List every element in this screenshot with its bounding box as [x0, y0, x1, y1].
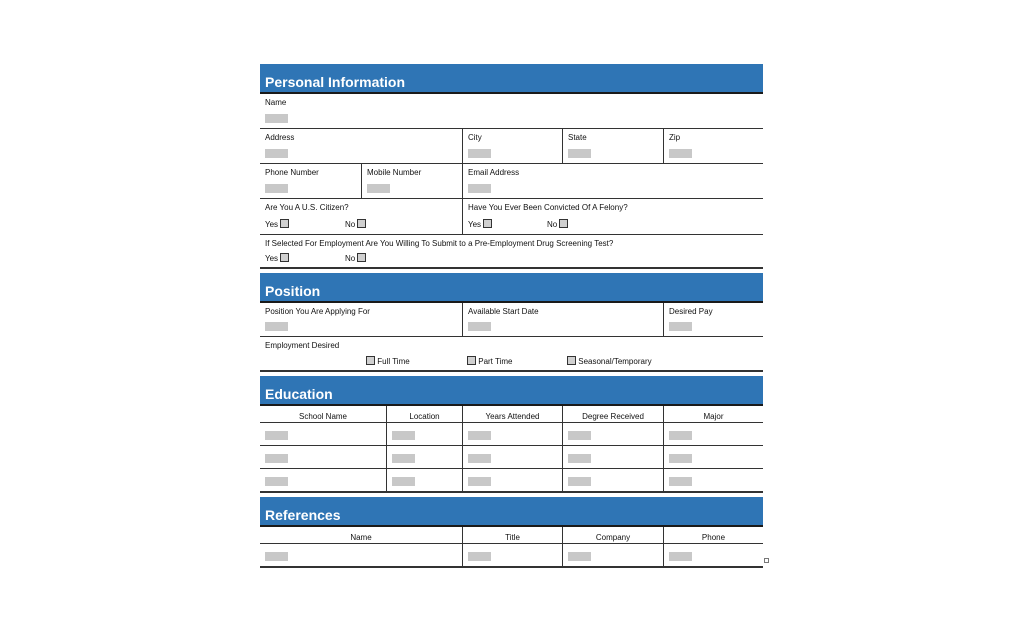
seasonal-checkbox[interactable] [567, 356, 576, 365]
degree-input[interactable] [568, 454, 591, 463]
zip-input[interactable] [669, 149, 692, 158]
part-time-checkbox[interactable] [467, 356, 476, 365]
position-row [260, 303, 763, 337]
seasonal-option[interactable] [567, 356, 652, 366]
mobile-input[interactable] [367, 184, 390, 193]
citizen-yes-label: Yes [265, 220, 279, 229]
degree-input[interactable] [568, 477, 591, 486]
citizen-yes-option[interactable] [265, 219, 289, 229]
citizen-no-option[interactable] [345, 219, 366, 229]
major-input[interactable] [669, 477, 692, 486]
start-date-cell [462, 303, 663, 336]
position-header: Position [260, 273, 763, 303]
phone-label: Phone Number [265, 168, 319, 177]
applying-label: Position You Are Applying For [265, 307, 370, 316]
references-col-name: Name [350, 533, 372, 542]
email-cell [462, 164, 763, 198]
school-input-cell [260, 469, 386, 491]
contact-row [260, 164, 763, 199]
employment-desired-cell [260, 337, 763, 370]
part-time-option[interactable] [467, 356, 512, 366]
drug-no-checkbox[interactable] [357, 253, 366, 262]
references-col-phone: Phone [663, 527, 763, 543]
mobile-label: Mobile Number [367, 168, 422, 177]
state-cell [562, 129, 663, 163]
years-input-cell [462, 446, 562, 468]
major-input[interactable] [669, 454, 692, 463]
citizen-no-label: No [345, 220, 356, 229]
references-header: References [260, 497, 763, 527]
applying-cell [260, 303, 462, 336]
school-input-cell [260, 423, 386, 445]
full-time-label: Full Time [377, 357, 410, 366]
education-col-location: Location [386, 406, 462, 422]
table-row [260, 469, 763, 493]
start-date-input[interactable] [468, 322, 491, 331]
citizen-no-checkbox[interactable] [357, 219, 366, 228]
references-col-title: Title [462, 527, 562, 543]
citizen-felony-row [260, 199, 763, 235]
phone-input[interactable] [265, 184, 288, 193]
major-input[interactable] [669, 431, 692, 440]
references-col-company: Company [562, 527, 663, 543]
employment-desired-label: Employment Desired [265, 341, 340, 350]
degree-input-cell [562, 446, 663, 468]
start-date-label: Available Start Date [468, 307, 539, 316]
drug-test-label: If Selected For Employment Are You Willing To Submit to a Pre-Employment Drug Screening Test? [265, 239, 614, 248]
full-time-option[interactable] [366, 356, 410, 366]
state-input[interactable] [568, 149, 591, 158]
seasonal-label: Seasonal/Temporary [578, 357, 652, 366]
name-cell [260, 94, 763, 128]
years-input[interactable] [468, 454, 491, 463]
education-header-row [260, 406, 763, 423]
drug-yes-checkbox[interactable] [280, 253, 289, 262]
felony-cell [462, 199, 763, 234]
location-input[interactable] [392, 477, 415, 486]
drug-test-row [260, 235, 763, 269]
school-input[interactable] [265, 477, 288, 486]
table-row [260, 544, 763, 568]
ref-phone-input[interactable] [669, 552, 692, 561]
degree-input-cell [562, 423, 663, 445]
zip-label: Zip [669, 133, 681, 142]
drug-no-label: No [345, 254, 356, 263]
felony-yes-option[interactable] [468, 219, 492, 229]
personal-information-header: Personal Information [260, 64, 763, 94]
location-input[interactable] [392, 454, 415, 463]
education-col-years: Years Attended [462, 406, 562, 422]
address-label: Address [265, 133, 295, 142]
part-time-label: Part Time [478, 357, 513, 366]
city-input[interactable] [468, 149, 491, 158]
ref-company-input[interactable] [568, 552, 591, 561]
resize-handle[interactable] [764, 558, 769, 563]
school-input[interactable] [265, 431, 288, 440]
address-cell [260, 129, 462, 163]
ref-title-input[interactable] [468, 552, 491, 561]
ref-title-input-cell [462, 544, 562, 566]
years-input-cell [462, 469, 562, 491]
name-label: Name [265, 98, 287, 107]
citizen-label: Are You A U.S. Citizen? [265, 203, 349, 212]
email-label: Email Address [468, 168, 520, 177]
years-input[interactable] [468, 431, 491, 440]
ref-company-input-cell [562, 544, 663, 566]
education-col-degree: Degree Received [562, 406, 663, 422]
location-input-cell [386, 423, 462, 445]
city-label: City [468, 133, 482, 142]
drug-test-cell [260, 235, 763, 267]
citizen-cell [260, 199, 462, 234]
desired-pay-cell [663, 303, 763, 336]
felony-label: Have You Ever Been Convicted Of A Felony? [468, 203, 628, 212]
full-time-checkbox[interactable] [366, 356, 375, 365]
employment-desired-row [260, 337, 763, 372]
school-input[interactable] [265, 454, 288, 463]
education-header: Education [260, 376, 763, 406]
ref-phone-input-cell [663, 544, 763, 566]
felony-no-label: No [547, 220, 558, 229]
application-form [260, 64, 763, 568]
location-input-cell [386, 446, 462, 468]
email-input[interactable] [468, 184, 491, 193]
education-col-major: Major [663, 406, 763, 422]
felony-yes-checkbox[interactable] [483, 219, 492, 228]
felony-yes-label: Yes [468, 220, 482, 229]
location-input[interactable] [392, 431, 415, 440]
degree-input[interactable] [568, 431, 591, 440]
name-input[interactable] [265, 114, 288, 123]
degree-input-cell [562, 469, 663, 491]
table-row [260, 423, 763, 446]
major-input-cell [663, 446, 763, 468]
major-input-cell [663, 469, 763, 491]
zip-cell [663, 129, 763, 163]
desired-pay-label: Desired Pay [669, 307, 713, 316]
felony-no-checkbox[interactable] [559, 219, 568, 228]
mobile-cell [361, 164, 462, 198]
desired-pay-input[interactable] [669, 322, 692, 331]
drug-no-option[interactable] [345, 253, 366, 263]
address-input[interactable] [265, 149, 288, 158]
location-input-cell [386, 469, 462, 491]
city-cell [462, 129, 562, 163]
phone-cell [260, 164, 361, 198]
years-input-cell [462, 423, 562, 445]
major-input-cell [663, 423, 763, 445]
drug-yes-option[interactable] [265, 253, 289, 263]
address-row [260, 129, 763, 164]
state-label: State [568, 133, 587, 142]
years-input[interactable] [468, 477, 491, 486]
felony-no-option[interactable] [547, 219, 568, 229]
drug-yes-label: Yes [265, 254, 279, 263]
references-header-row [260, 527, 763, 544]
table-row [260, 446, 763, 469]
ref-name-input-cell [260, 544, 462, 566]
ref-name-input[interactable] [265, 552, 288, 561]
name-row [260, 94, 763, 129]
education-col-school: School Name [298, 412, 348, 421]
school-input-cell [260, 446, 386, 468]
applying-input[interactable] [265, 322, 288, 331]
citizen-yes-checkbox[interactable] [280, 219, 289, 228]
